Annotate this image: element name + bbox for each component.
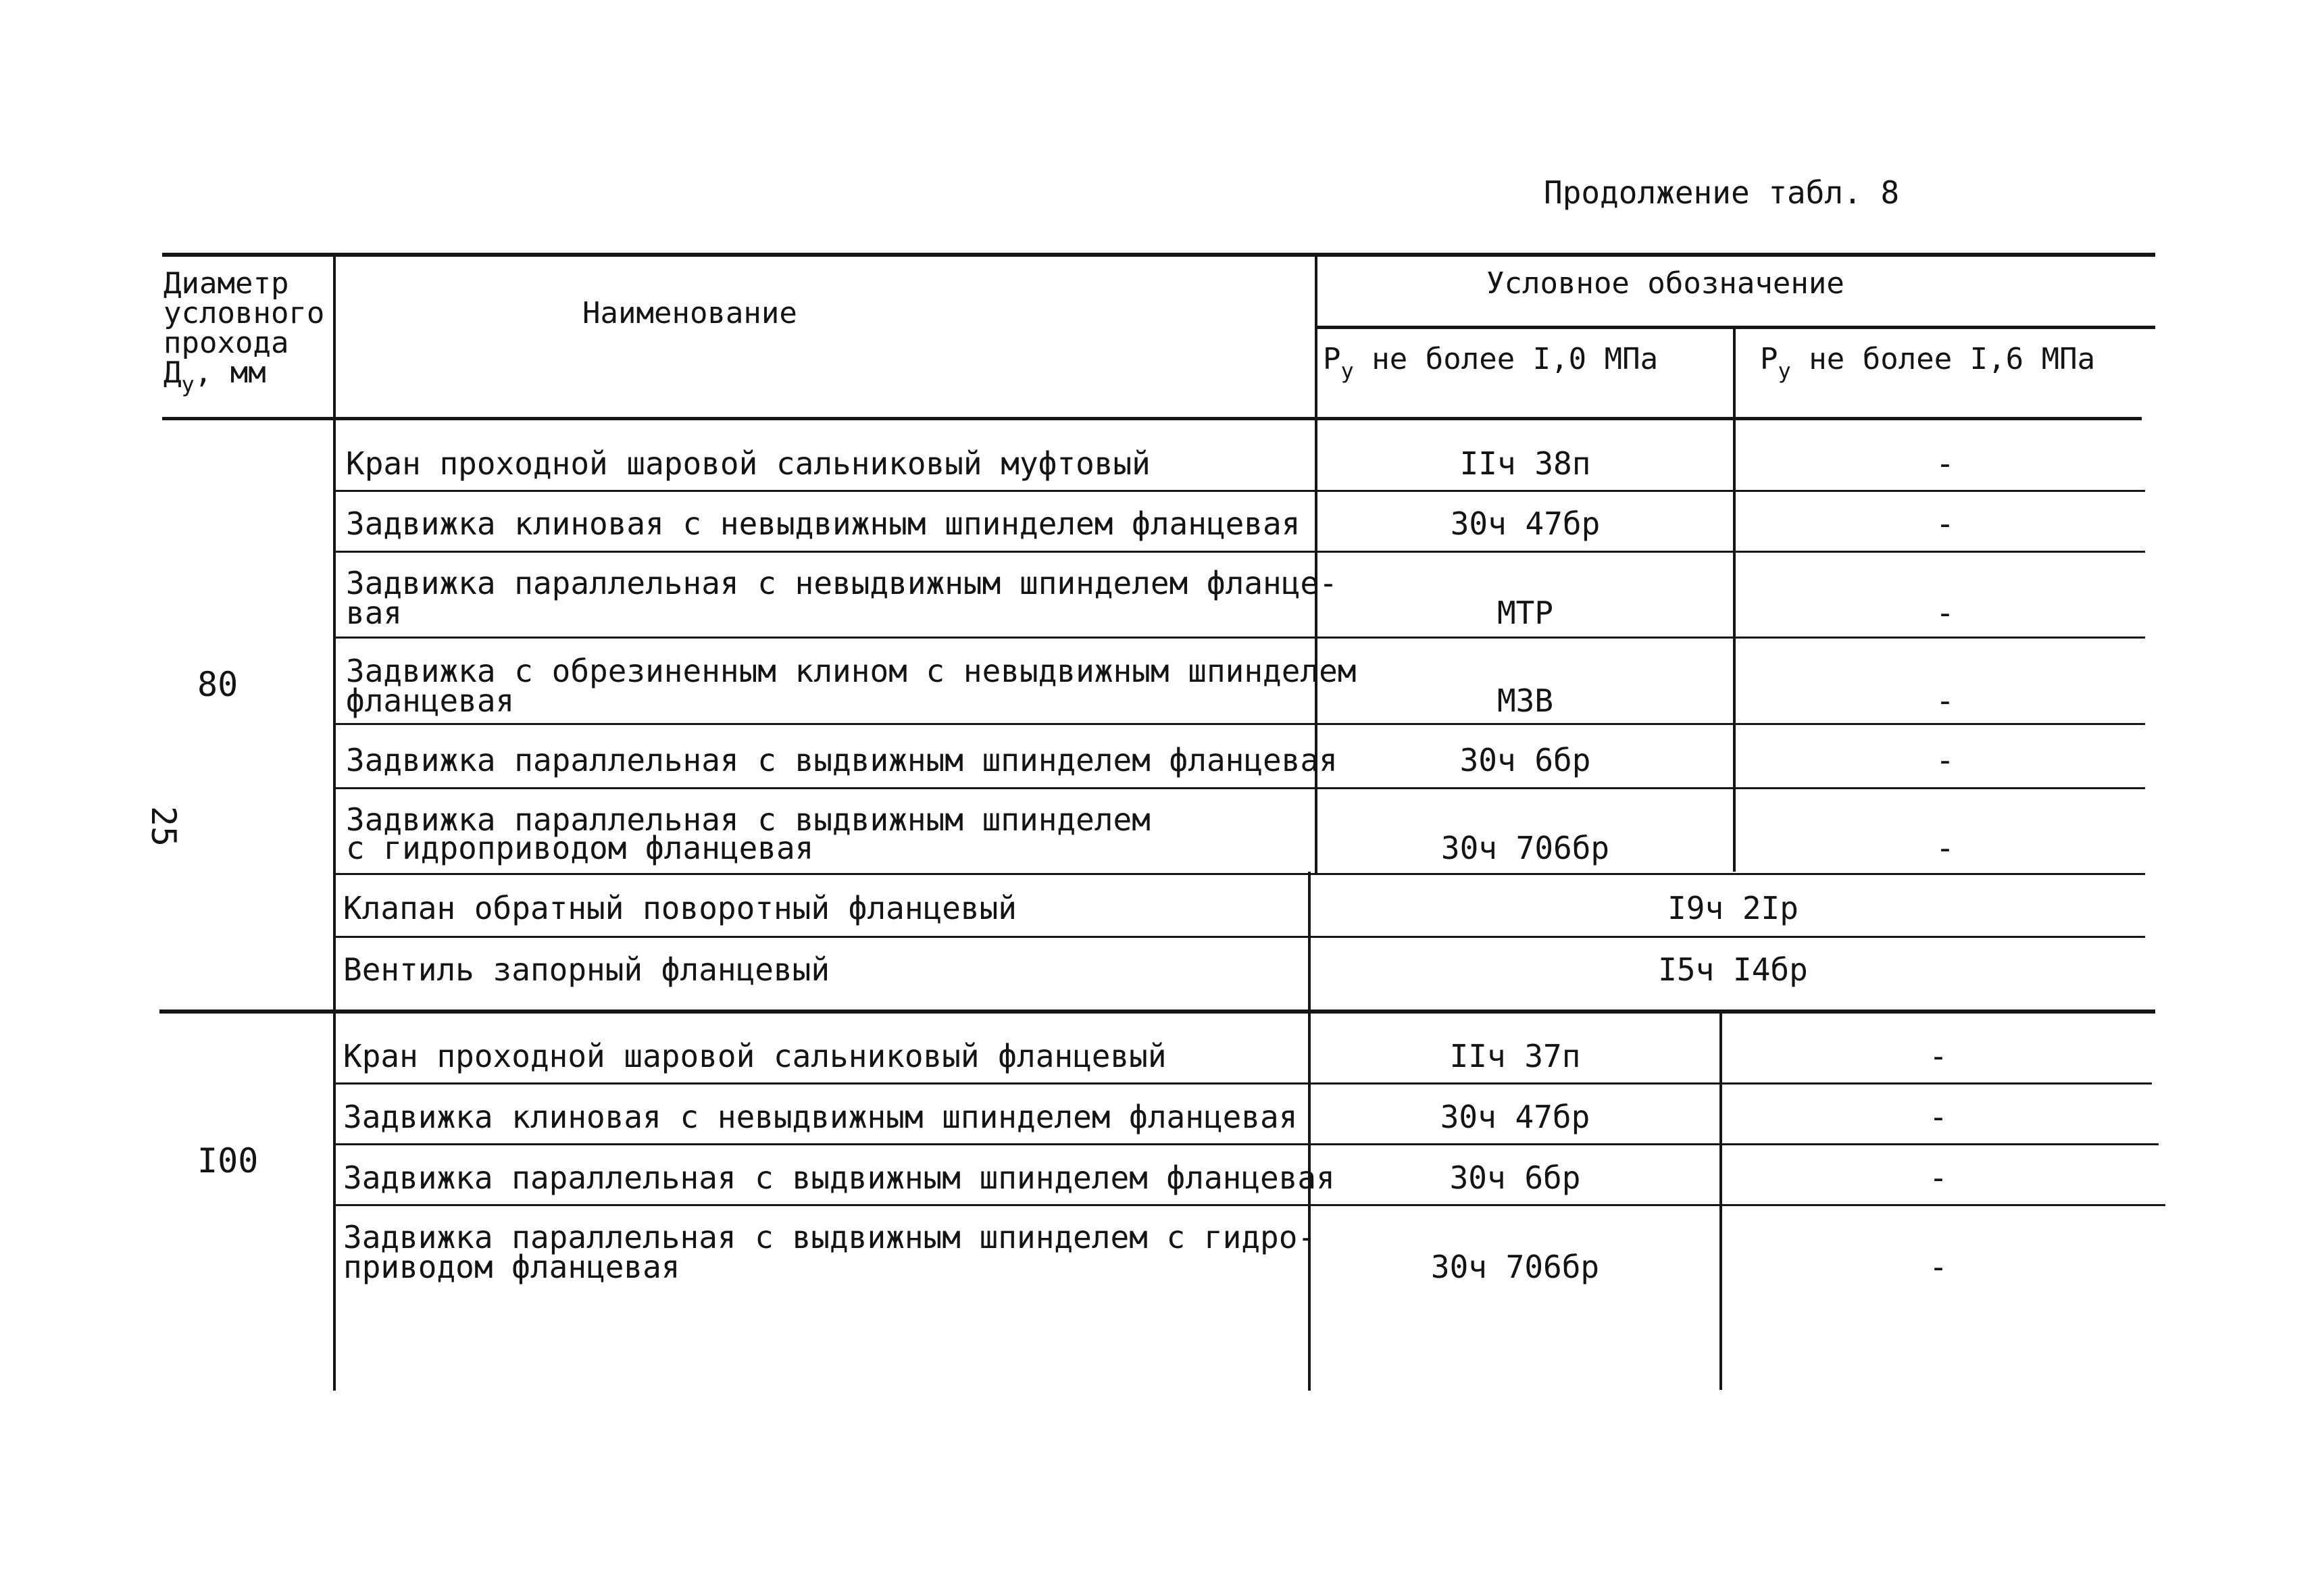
designation-1-6: - xyxy=(1936,595,1955,631)
item-name: Задвижка клиновая с невыдвижным шпинделем фланцевая xyxy=(346,505,1301,542)
item-name: Задвижка клиновая с невыдвижным шпинделем фланцевая xyxy=(343,1099,1298,1135)
rule xyxy=(334,1143,2159,1145)
designation-1-0: МЗВ xyxy=(1496,682,1554,719)
diameter-cell: 80 xyxy=(197,665,238,704)
table-caption: Продолжение табл. 8 xyxy=(1544,174,1900,211)
designation-1-0: 30ч 47бр xyxy=(1450,505,1601,542)
header-name: Наименование xyxy=(582,296,797,330)
rule xyxy=(1317,326,2155,329)
item-name: фланцевая xyxy=(346,682,515,719)
designation-1-6: - xyxy=(1936,830,1955,866)
item-name: Вентиль запорный фланцевый xyxy=(343,951,830,988)
header-diameter-line: прохода xyxy=(164,326,289,360)
header-designation: Условное обозначение xyxy=(1486,266,1844,301)
item-name: Задвижка параллельная с выдвижным шпинделем xyxy=(346,801,1151,838)
designation-1-6: - xyxy=(1936,742,1955,778)
rule xyxy=(334,873,2145,875)
rule xyxy=(334,551,2145,553)
item-name: Задвижка параллельная с выдвижным шпинделем фланцевая xyxy=(346,742,1338,778)
designation-1-0: IIч 37п xyxy=(1449,1038,1581,1074)
designation-1-0: 30ч 706бр xyxy=(1430,1249,1600,1285)
item-name: Кран проходной шаровой сальниковый муфтовый xyxy=(346,445,1151,482)
item-name: Задвижка параллельная с невыдвижным шпинделем фланце- xyxy=(346,565,1338,601)
designation-1-6: - xyxy=(1936,682,1955,719)
designation-1-6: - xyxy=(1929,1038,1948,1074)
rule xyxy=(334,1204,2165,1206)
item-name: приводом фланцевая xyxy=(343,1249,680,1285)
designation-1-6: - xyxy=(1936,445,1955,482)
rule xyxy=(159,1009,2155,1014)
rule xyxy=(334,936,2145,938)
item-name: с гидроприводом фланцевая xyxy=(346,830,814,866)
header-diameter-line: условного xyxy=(164,296,325,330)
designation-1-6: - xyxy=(1929,1099,1948,1135)
designation-1-0: МТР xyxy=(1496,595,1554,631)
designation-1-0: 30ч 6бр xyxy=(1449,1159,1581,1196)
designation-1-0: 30ч 47бр xyxy=(1440,1099,1590,1135)
designation-1-6: - xyxy=(1936,505,1955,542)
designation-1-6: - xyxy=(1929,1159,1948,1196)
rule xyxy=(162,253,2155,257)
rule xyxy=(334,1082,2152,1084)
rule xyxy=(334,723,2145,725)
page-number: 25 xyxy=(144,805,184,847)
header-diameter-line: Диаметр xyxy=(164,266,289,301)
designation-1-0: IIч 38п xyxy=(1459,445,1591,482)
header-pressure-1: $Р_у$ не более I,0 МПа xyxy=(1323,342,1659,384)
designation-1-0: 30ч 706бр xyxy=(1440,830,1610,866)
designation-1-6: - xyxy=(1929,1249,1948,1285)
item-name: Задвижка параллельная с выдвижным шпинделем с гидро- xyxy=(343,1219,1317,1255)
item-name: Кран проходной шаровой сальниковый фланцевый xyxy=(343,1038,1167,1074)
designation-1-0: 30ч 6бр xyxy=(1459,742,1591,778)
designation-common: I9ч 2Iр xyxy=(1667,890,1799,926)
diameter-cell: I00 xyxy=(197,1141,259,1180)
rule xyxy=(162,417,2142,420)
header-pressure-2: $Р_у$ не более I,6 МПа xyxy=(1760,342,2096,384)
rule xyxy=(333,255,336,1391)
rule xyxy=(334,787,2145,789)
rule xyxy=(334,637,2145,639)
item-name: Задвижка с обрезиненным клином с невыдвижным шпинделем xyxy=(346,653,1357,689)
item-name: вая xyxy=(346,595,403,631)
item-name: Клапан обратный поворотный фланцевый xyxy=(343,890,1017,926)
header-diameter-unit: $Д_у$, мм xyxy=(164,355,266,397)
rule xyxy=(334,490,2145,492)
designation-common: I5ч I4бр xyxy=(1658,951,1808,988)
item-name: Задвижка параллельная с выдвижным шпинделем фланцевая xyxy=(343,1159,1335,1196)
